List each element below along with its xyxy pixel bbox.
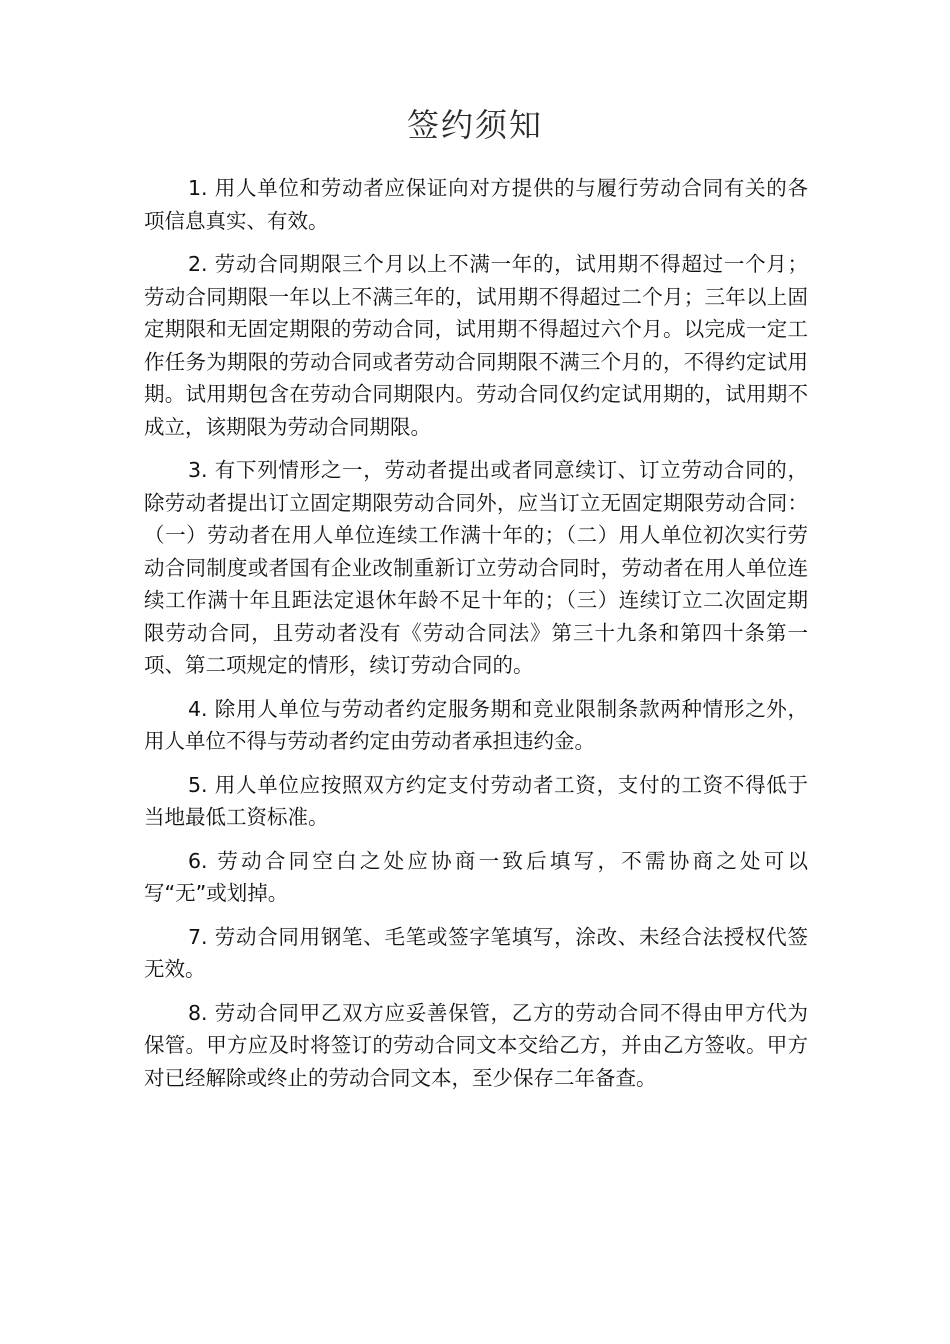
clause-7: 7. 劳动合同用钢笔、毛笔或签字笔填写，涂改、未经合法授权代签无效。 [144, 924, 808, 981]
clause-2: 2. 劳动合同期限三个月以上不满一年的，试用期不得超过一个月；劳动合同期限一年以上不满三年的，试用期不得超过二个月；三年以上固定期限和无固定期限的劳动合同，试用期不得超过六个月。以完成一定工作任务为期限的劳动合同或者劳动合同期限不满三个月的，不得约定试用期。试用期包含在劳动合同期限内。劳动合同仅约定试用期的，试用期不成立，该期限为劳动合同期限。 [144, 252, 808, 439]
clause-6: 6. 劳动合同空白之处应协商一致后填写，不需协商之处可以写“无”或划掉。 [144, 848, 808, 905]
clause-3: 3. 有下列情形之一，劳动者提出或者同意续订、订立劳动合同的，除劳动者提出订立固定期限劳动合同外，应当订立无固定期限劳动合同：（一）劳动者在用人单位连续工作满十年的；（二）用人单位初次实行劳动合同制度或者国有企业改制重新订立劳动合同时，劳动者在用人单位连续工作满十年且距法定退休年龄不足十年的；（三）连续订立二次固定期限劳动合同，且劳动者没有《劳动合同法》第三十九条和第四十条第一项、第二项规定的情形，续订劳动合同的。 [144, 458, 808, 677]
clause-4: 4. 除用人单位与劳动者约定服务期和竞业限制条款两种情形之外，用人单位不得与劳动者约定由劳动者承担违约金。 [144, 696, 808, 753]
clause-5: 5. 用人单位应按照双方约定支付劳动者工资，支付的工资不得低于当地最低工资标准。 [144, 772, 808, 829]
clause-list [144, 172, 808, 1105]
clause-8: 8. 劳动合同甲乙双方应妥善保管，乙方的劳动合同不得由甲方代为保管。甲方应及时将签订的劳动合同文本交给乙方，并由乙方签收。甲方对已经解除或终止的劳动合同文本，至少保存二年备查。 [144, 1000, 808, 1090]
page-title: 签约须知 [406, 106, 543, 144]
clause-1: 1. 用人单位和劳动者应保证向对方提供的与履行劳动合同有关的各项信息真实、有效。 [144, 176, 808, 233]
